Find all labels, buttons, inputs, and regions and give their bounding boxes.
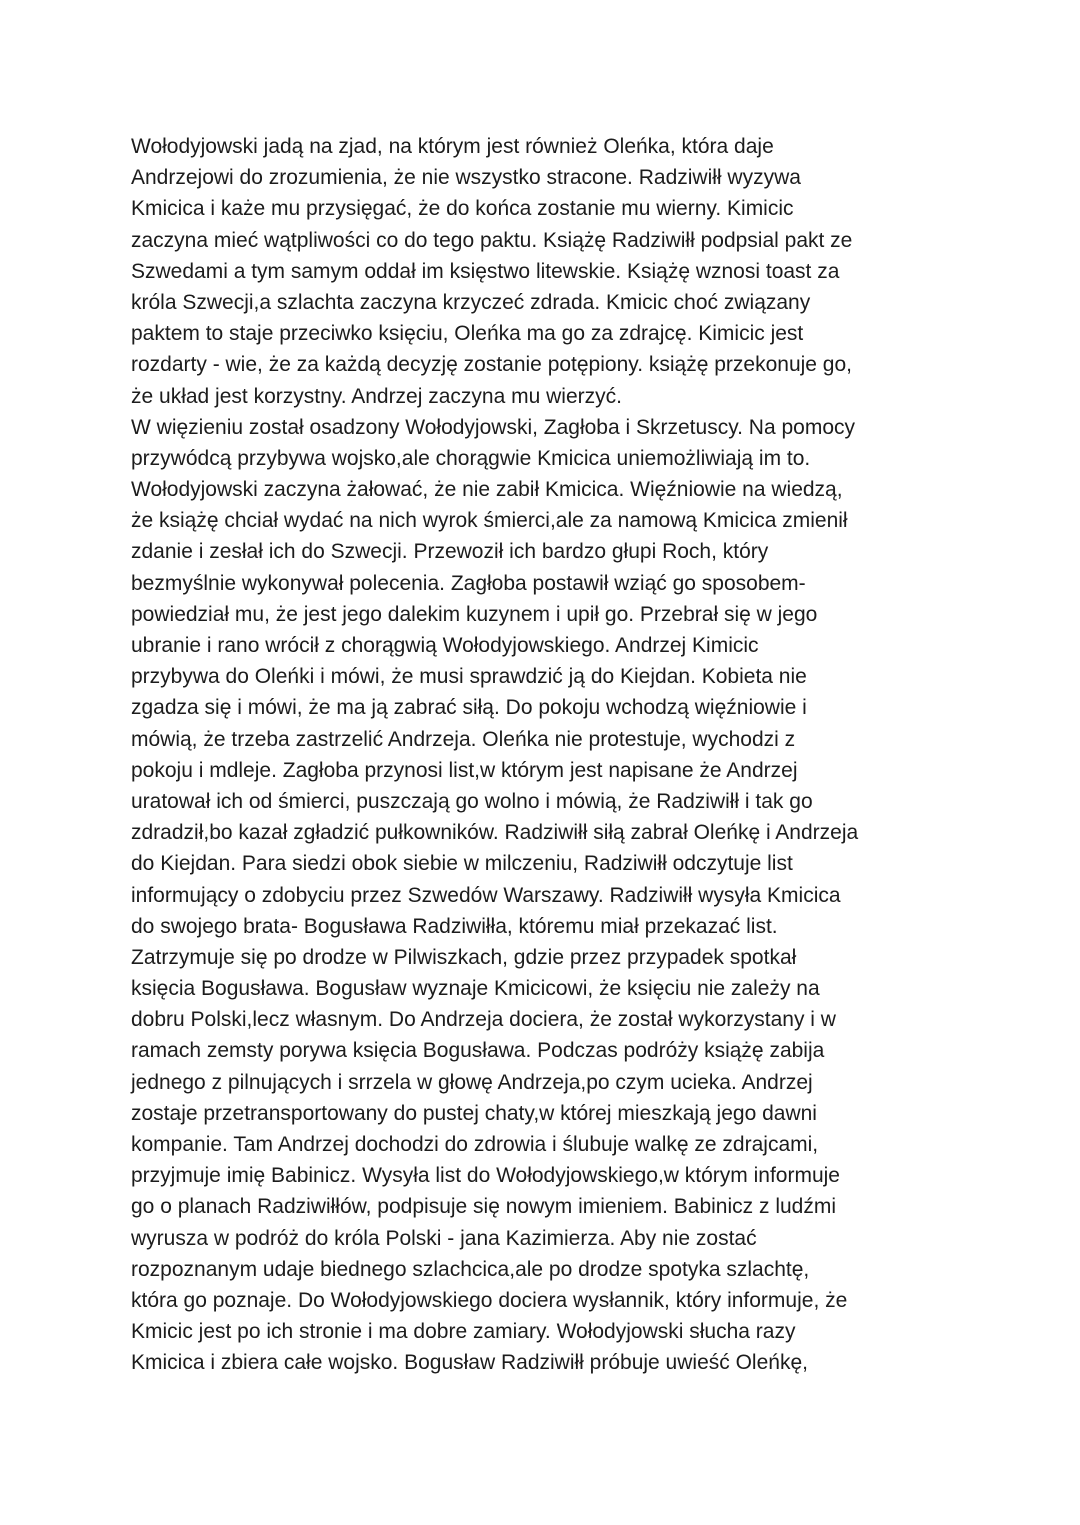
text-line: Andrzejowi do zrozumienia, że nie wszystko stracone. Radziwiłł wyzywa [131,166,801,190]
text-line: zgadza się i mówi, że ma ją zabrać siłą. Do pokoju wchodzą więźniowie i [131,696,807,720]
text-line: że układ jest korzystny. Andrzej zaczyna mu wierzyć. [131,384,622,408]
text-line: do swojego brata- Bogusława Radziwiłła, któremu miał przekazać list. [131,914,778,938]
text-line: króla Szwecji,a szlachta zaczyna krzyczeć zdrada. Kmicic choć związany [131,290,811,314]
text-line: zdradził,bo kazał zgładzić pułkowników. Radziwiłł siłą zabrał Oleńkę i Andrzeja [131,821,859,845]
text-line: Kmicic jest po ich stronie i ma dobre zamiary. Wołodyjowski słucha razy [131,1320,796,1344]
text-line: pokoju i mdleje. Zagłoba przynosi list,w którym jest napisane że Andrzej [131,758,798,782]
text-line: go o planach Radziwiłłów, podpisuje się nowym imieniem. Babinicz z ludźmi [131,1195,836,1219]
text-line: Wołodyjowski zaczyna żałować, że nie zabił Kmicica. Więźniowie na wiedzą, [131,478,843,502]
document-page [131,131,961,1379]
text-line: zdanie i zesłał ich do Szwecji. Przewoził ich bardzo głupi Roch, który [131,540,769,564]
text-line: przyjmuje imię Babinicz. Wysyła list do Wołodyjowskiego,w którym informuje [131,1164,840,1188]
text-line: Kmicica i zbiera całe wojsko. Bogusław Radziwiłł próbuje uwieść Oleńkę, [131,1351,808,1375]
text-line: informujący o zdobyciu przez Szwedów Warszawy. Radziwiłł wysyła Kmicica [131,883,841,907]
text-line: rozdarty - wie, że za każdą decyzję zostanie potępiony. książę przekonuje go, [131,353,852,377]
text-line: kompanie. Tam Andrzej dochodzi do zdrowia i ślubuje walkę ze zdrajcami, [131,1133,819,1156]
text-line: wyrusza w podróż do króla Polski - jana Kazimierza. Aby nie zostać [131,1226,757,1250]
text-line: rozpoznanym udaje biednego szlachcica,ale po drodze spotyka szlachtę, [131,1257,810,1281]
text-line: przybywa do Oleńki i mówi, że musi sprawdzić ją do Kiejdan. Kobieta nie [131,665,807,689]
text-line: paktem to staje przeciwko księciu, Oleńka ma go za zdrajcę. Kimicic jest [131,322,804,346]
text-line: dobru Polski,lecz własnym. Do Andrzeja dociera, że został wykorzystany i w [131,1008,836,1032]
text-line: ramach zemsty porywa księcia Bogusława. Podczas podróży książę zabija [131,1039,825,1063]
text-line: że książę chciał wydać na nich wyrok śmierci,ale za namową Kmicica zmienił [131,509,848,533]
text-line: do Kiejdan. Para siedzi obok siebie w milczeniu, Radziwiłł odczytuje list [131,852,793,876]
text-line: uratował ich od śmierci, puszczają go wolno i mówią, że Radziwiłł i tak go [131,789,813,813]
text-line: Szwedami a tym samym oddał im księstwo litewskie. Książę wznosi toast za [131,259,840,283]
text-line: W więzieniu został osadzony Wołodyjowski, Zagłoba i Skrzetuscy. Na pomocy [131,415,856,439]
text-line: Kmicica i każe mu przysięgać, że do końca zostanie mu wierny. Kimicic [131,197,794,221]
text-line: zaczyna mieć wątpliwości co do tego paktu. Książę Radziwiłł podpsial pakt ze [131,228,853,252]
text-line: księcia Bogusława. Bogusław wyznaje Kmicicowi, że księciu nie zależy na [131,977,820,1001]
text-line: powiedział mu, że jest jego dalekim kuzynem i upił go. Przebrał się w jego [131,602,818,626]
text-line: która go poznaje. Do Wołodyjowskiego dociera wysłannik, który informuje, że [131,1288,848,1312]
text-line: mówią, że trzeba zastrzelić Andrzeja. Oleńka nie protestuje, wychodzi z [131,727,796,751]
text-line: Wołodyjowski jadą na zjad, na którym jest również Oleńka, która daje [131,135,774,158]
text-line: przywódcą przybywa wojsko,ale chorągwie Kmicica uniemożliwiają im to. [131,446,811,470]
text-line: bezmyślnie wykonywał polecenia. Zagłoba postawił wziąć go sposobem- [131,571,806,595]
text-line: jednego z pilnujących i srrzela w głowę Andrzeja,po czym ucieka. Andrzej [131,1070,813,1094]
text-line: Zatrzymuje się po drodze w Pilwiszkach, gdzie przez przypadek spotkał [131,945,797,969]
text-line: ubranie i rano wrócił z chorągwią Wołodyjowskiego. Andrzej Kimicic [131,634,759,657]
text-line: zostaje przetransportowany do pustej chaty,w której mieszkają jego dawni [131,1101,817,1125]
